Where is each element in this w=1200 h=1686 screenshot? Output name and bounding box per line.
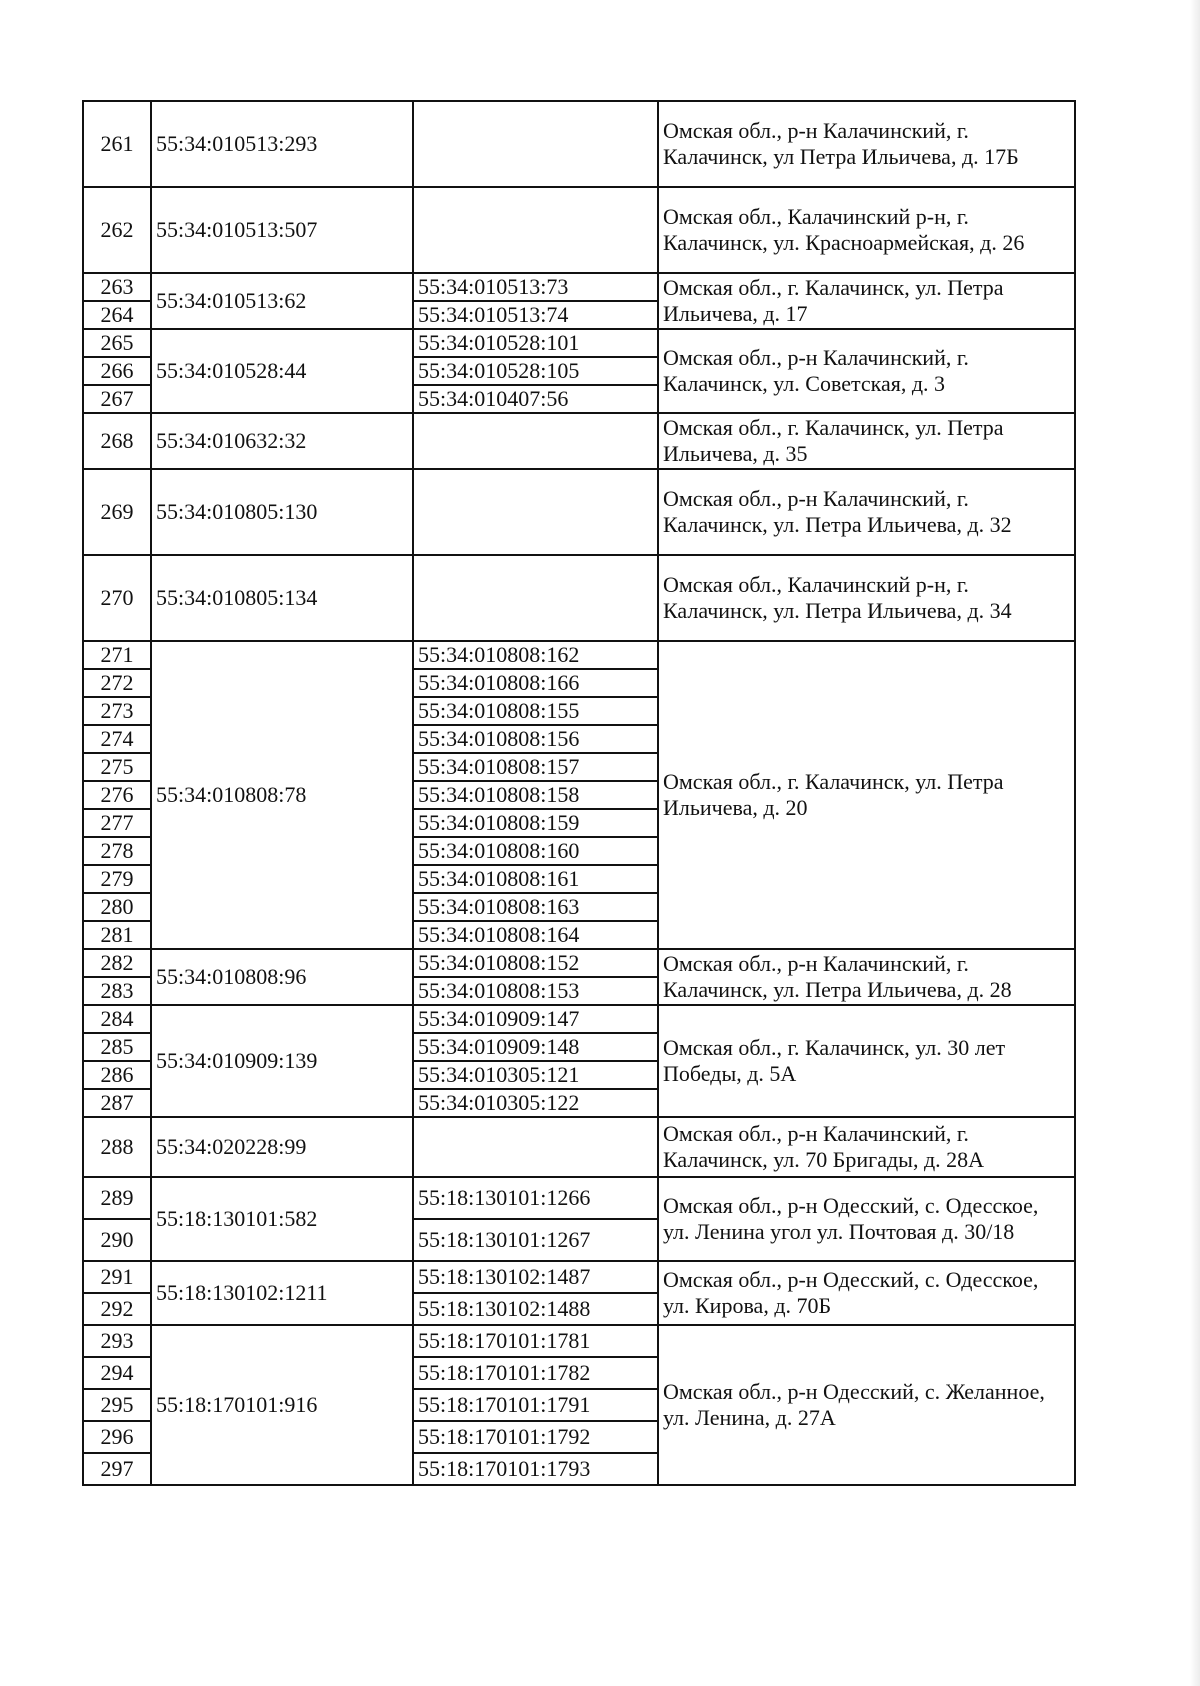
table-row (83, 273, 1075, 301)
sub-cadastral-number: 55:34:010305:121 (413, 1061, 658, 1089)
row-number: 274 (83, 725, 151, 753)
row-number: 279 (83, 865, 151, 893)
address: Омская обл., р-н Калачинский, г. Калачинск, ул. Петра Ильичева, д. 28 (658, 949, 1075, 1005)
row-number: 264 (83, 301, 151, 329)
address: Омская обл., р-н Калачинский, г. Калачинск, ул Петра Ильичева, д. 17Б (658, 101, 1075, 187)
row-number: 295 (83, 1389, 151, 1421)
row-number: 266 (83, 357, 151, 385)
sub-cadastral-number: 55:34:010808:156 (413, 725, 658, 753)
sub-cadastral-number (413, 187, 658, 273)
sub-cadastral-number: 55:34:010513:73 (413, 273, 658, 301)
row-number: 283 (83, 977, 151, 1005)
row-number: 287 (83, 1089, 151, 1117)
address: Омская обл., г. Калачинск, ул. Петра Ильичева, д. 17 (658, 273, 1075, 329)
table-row (83, 469, 1075, 555)
row-number: 291 (83, 1261, 151, 1293)
sub-cadastral-number: 55:34:010808:166 (413, 669, 658, 697)
cadastral-number: 55:34:010528:44 (151, 329, 413, 413)
row-number: 263 (83, 273, 151, 301)
sub-cadastral-number: 55:34:010808:163 (413, 893, 658, 921)
sub-cadastral-number: 55:18:130101:1267 (413, 1219, 658, 1261)
address: Омская обл., Калачинский р-н, г. Калачинск, ул. Красноармейская, д. 26 (658, 187, 1075, 273)
page-edge-shadow (1190, 0, 1200, 1686)
sub-cadastral-number: 55:34:010808:161 (413, 865, 658, 893)
sub-cadastral-number: 55:34:010513:74 (413, 301, 658, 329)
row-number: 269 (83, 469, 151, 555)
sub-cadastral-number: 55:18:170101:1791 (413, 1389, 658, 1421)
sub-cadastral-number: 55:18:130102:1488 (413, 1293, 658, 1325)
row-number: 285 (83, 1033, 151, 1061)
cadastral-number: 55:34:010513:293 (151, 101, 413, 187)
address: Омская обл., г. Калачинск, ул. Петра Ильичева, д. 35 (658, 413, 1075, 469)
sub-cadastral-number: 55:18:130101:1266 (413, 1177, 658, 1219)
cadastral-number: 55:18:130102:1211 (151, 1261, 413, 1325)
row-number: 280 (83, 893, 151, 921)
table-row (83, 641, 1075, 669)
cadastral-table-body (83, 101, 1075, 1485)
row-number: 281 (83, 921, 151, 949)
row-number: 293 (83, 1325, 151, 1357)
address: Омская обл., Калачинский р-н, г. Калачинск, ул. Петра Ильичева, д. 34 (658, 555, 1075, 641)
address: Омская обл., р-н Калачинский, г. Калачинск, ул. Петра Ильичева, д. 32 (658, 469, 1075, 555)
row-number: 284 (83, 1005, 151, 1033)
table-row (83, 329, 1075, 357)
row-number: 296 (83, 1421, 151, 1453)
sub-cadastral-number: 55:34:010808:164 (413, 921, 658, 949)
sub-cadastral-number (413, 555, 658, 641)
row-number: 275 (83, 753, 151, 781)
table-row (83, 1261, 1075, 1293)
row-number: 273 (83, 697, 151, 725)
cadastral-number: 55:34:010513:507 (151, 187, 413, 273)
address: Омская обл., р-н Калачинский, г. Калачинск, ул. 70 Бригады, д. 28А (658, 1117, 1075, 1177)
row-number: 265 (83, 329, 151, 357)
table-row (83, 413, 1075, 469)
row-number: 288 (83, 1117, 151, 1177)
cadastral-number: 55:34:010808:96 (151, 949, 413, 1005)
cadastral-number: 55:34:010513:62 (151, 273, 413, 329)
sub-cadastral-number: 55:34:010808:153 (413, 977, 658, 1005)
address: Омская обл., р-н Калачинский, г. Калачинск, ул. Советская, д. 3 (658, 329, 1075, 413)
table-row (83, 1005, 1075, 1033)
sub-cadastral-number: 55:34:010808:152 (413, 949, 658, 977)
row-number: 294 (83, 1357, 151, 1389)
sub-cadastral-number (413, 413, 658, 469)
cadastral-number: 55:34:010805:130 (151, 469, 413, 555)
sub-cadastral-number: 55:34:010808:158 (413, 781, 658, 809)
address: Омская обл., р-н Одесский, с. Желанное, ул. Ленина, д. 27А (658, 1325, 1075, 1485)
cadastral-number: 55:34:010808:78 (151, 641, 413, 949)
sub-cadastral-number: 55:18:170101:1781 (413, 1325, 658, 1357)
row-number: 272 (83, 669, 151, 697)
row-number: 262 (83, 187, 151, 273)
address: Омская обл., г. Калачинск, ул. Петра Ильичева, д. 20 (658, 641, 1075, 949)
table-row (83, 1177, 1075, 1219)
row-number: 270 (83, 555, 151, 641)
sub-cadastral-number: 55:18:170101:1793 (413, 1453, 658, 1485)
sub-cadastral-number (413, 469, 658, 555)
cadastral-number: 55:18:130101:582 (151, 1177, 413, 1261)
sub-cadastral-number: 55:34:010528:101 (413, 329, 658, 357)
cadastral-table (82, 100, 1076, 1486)
row-number: 278 (83, 837, 151, 865)
address: Омская обл., р-н Одесский, с. Одесское, ул. Кирова, д. 70Б (658, 1261, 1075, 1325)
sub-cadastral-number: 55:34:010407:56 (413, 385, 658, 413)
sub-cadastral-number: 55:34:010808:157 (413, 753, 658, 781)
table-row (83, 1325, 1075, 1357)
address: Омская обл., г. Калачинск, ул. 30 лет Победы, д. 5А (658, 1005, 1075, 1117)
sub-cadastral-number: 55:34:010808:155 (413, 697, 658, 725)
row-number: 261 (83, 101, 151, 187)
row-number: 286 (83, 1061, 151, 1089)
sub-cadastral-number: 55:34:010808:162 (413, 641, 658, 669)
cadastral-number: 55:34:010805:134 (151, 555, 413, 641)
cadastral-number: 55:34:010909:139 (151, 1005, 413, 1117)
cadastral-number: 55:34:010632:32 (151, 413, 413, 469)
address: Омская обл., р-н Одесский, с. Одесское, ул. Ленина угол ул. Почтовая д. 30/18 (658, 1177, 1075, 1261)
row-number: 277 (83, 809, 151, 837)
sub-cadastral-number: 55:18:170101:1782 (413, 1357, 658, 1389)
sub-cadastral-number: 55:34:010909:148 (413, 1033, 658, 1061)
sub-cadastral-number: 55:34:010808:160 (413, 837, 658, 865)
sub-cadastral-number (413, 101, 658, 187)
row-number: 289 (83, 1177, 151, 1219)
row-number: 276 (83, 781, 151, 809)
table-row (83, 1117, 1075, 1177)
row-number: 271 (83, 641, 151, 669)
table-row (83, 101, 1075, 187)
table-row (83, 949, 1075, 977)
row-number: 297 (83, 1453, 151, 1485)
sub-cadastral-number: 55:34:010528:105 (413, 357, 658, 385)
cadastral-number: 55:18:170101:916 (151, 1325, 413, 1485)
cadastral-number: 55:34:020228:99 (151, 1117, 413, 1177)
sub-cadastral-number: 55:34:010305:122 (413, 1089, 658, 1117)
row-number: 267 (83, 385, 151, 413)
row-number: 292 (83, 1293, 151, 1325)
row-number: 268 (83, 413, 151, 469)
table-row (83, 555, 1075, 641)
sub-cadastral-number: 55:18:170101:1792 (413, 1421, 658, 1453)
sub-cadastral-number: 55:34:010808:159 (413, 809, 658, 837)
sub-cadastral-number (413, 1117, 658, 1177)
sub-cadastral-number: 55:18:130102:1487 (413, 1261, 658, 1293)
row-number: 290 (83, 1219, 151, 1261)
sub-cadastral-number: 55:34:010909:147 (413, 1005, 658, 1033)
table-row (83, 187, 1075, 273)
row-number: 282 (83, 949, 151, 977)
